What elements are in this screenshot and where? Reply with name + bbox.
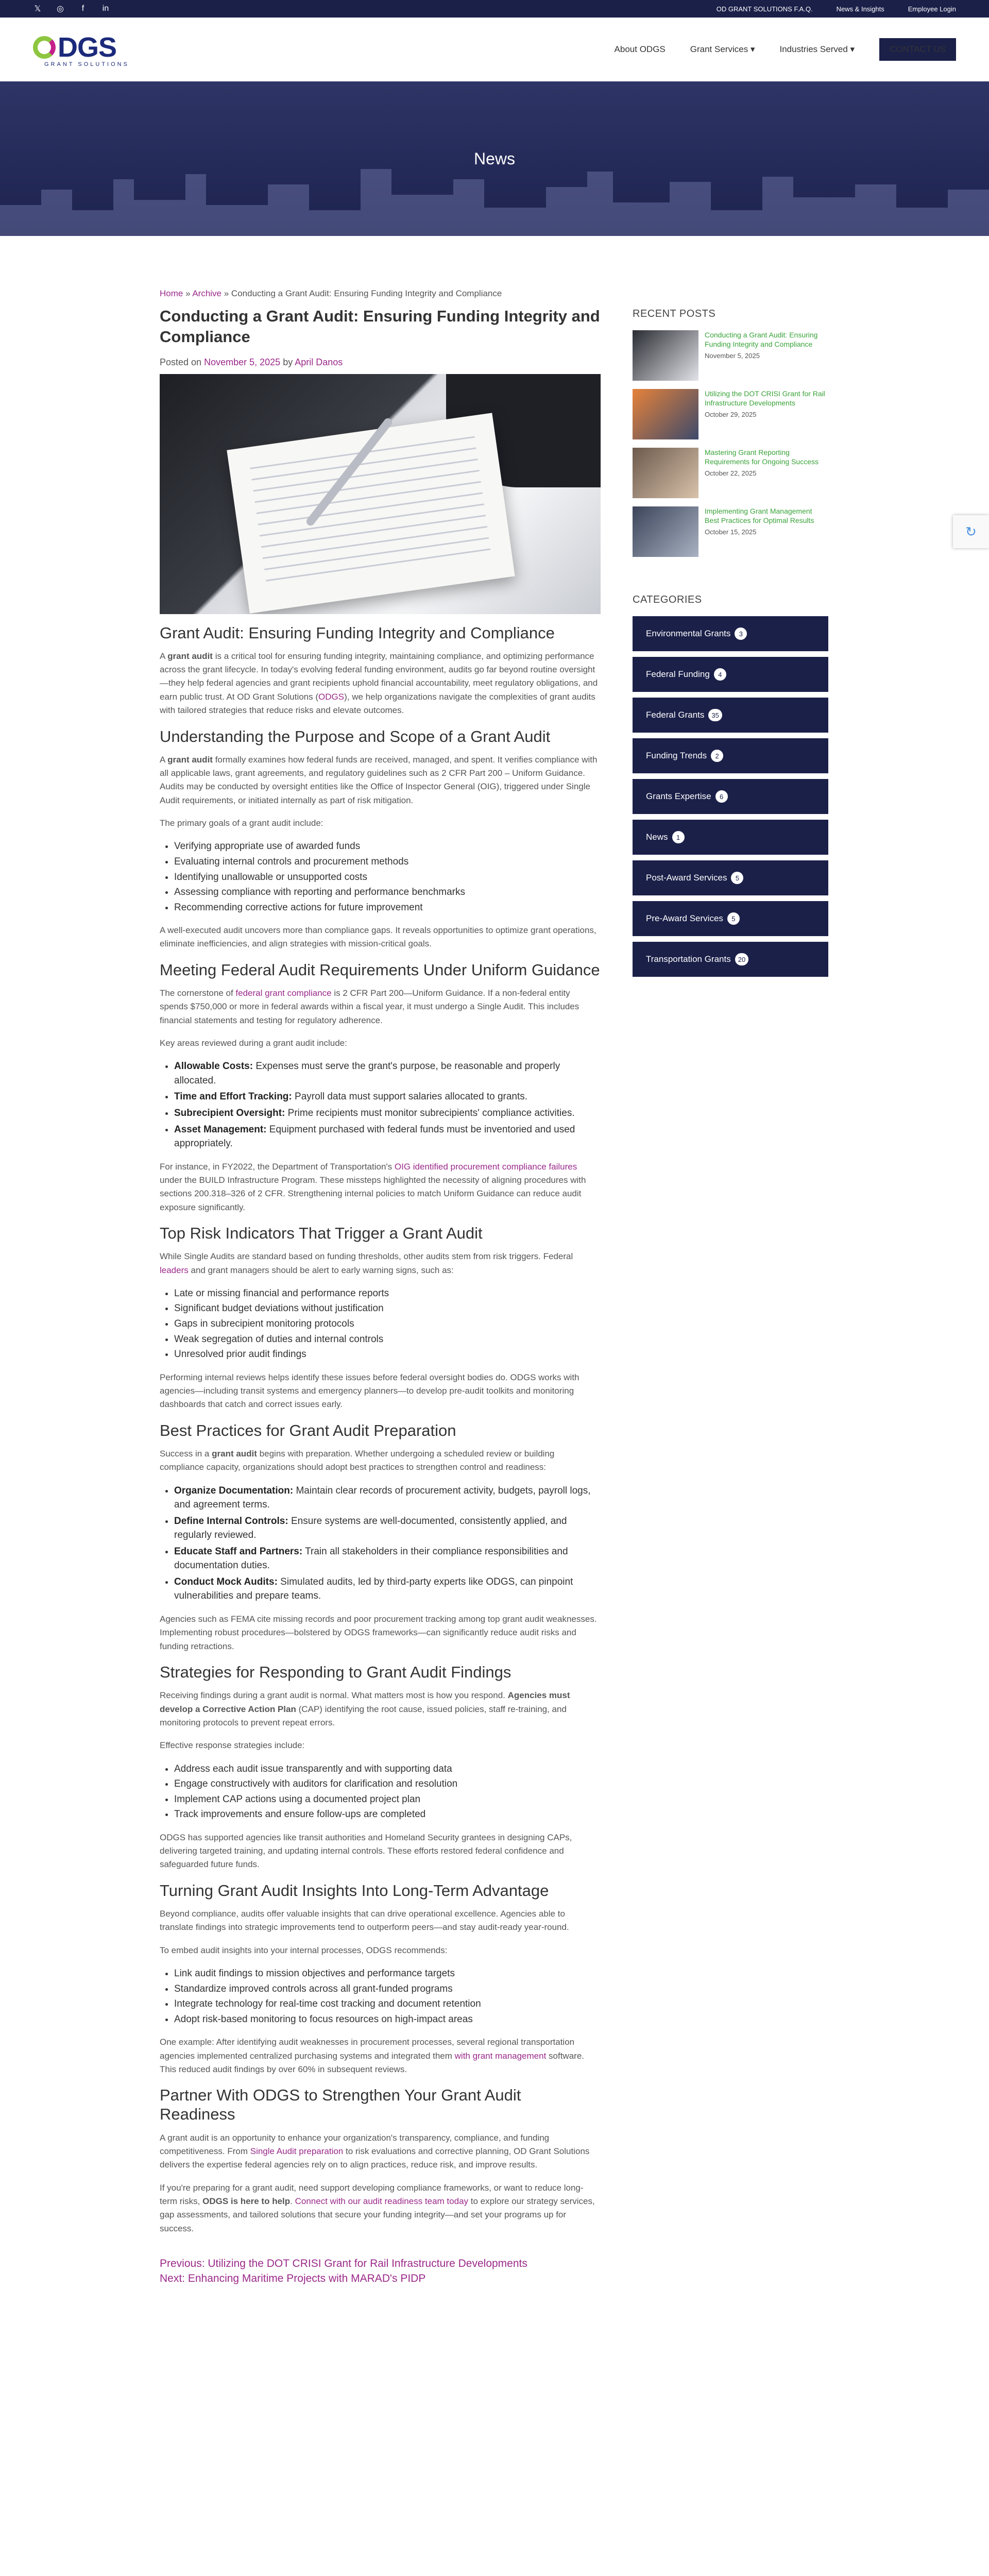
recent-post-thumbnail[interactable] <box>633 330 698 381</box>
category-item[interactable] <box>633 901 828 936</box>
category-name: Pre-Award Services <box>646 913 723 923</box>
list-item: • Identifying unallowable or unsupported costs <box>174 870 601 885</box>
recent-post-thumbnail[interactable] <box>633 506 698 557</box>
paragraph-purpose: A grant audit formally examines how federal funds are received, managed, and spent. It verifies compliance with all applicable laws, grant agreements, and regulatory guidelines such as 2 CFR Part 200 – Uniform Guidance. Audits may be conducted by oversight entities like the Office of Inspector General (OIG), triggered under Single Audit requirements, or initiated internally as part of risk mitigation. <box>160 754 598 805</box>
posted-on-label: Posted on <box>160 357 202 367</box>
category-count: 4 <box>714 668 726 681</box>
top-link-news[interactable]: News & Insights <box>836 5 884 13</box>
breadcrumb: Home » Archive » Conducting a Grant Audit: Ensuring Funding Integrity and Compliance <box>160 289 502 298</box>
recent-post-title[interactable]: Utilizing the DOT CRISI Grant for Rail Infrastructure Developments <box>705 389 825 408</box>
heading-federal: Meeting Federal Audit Requirements Under Uniform Guidance <box>160 960 600 979</box>
recent-post-date: October 15, 2025 <box>705 528 757 536</box>
logo-subtitle: GRANT SOLUTIONS <box>44 61 129 67</box>
recent-post[interactable] <box>633 448 828 499</box>
heading-best: Best Practices for Grant Audit Preparation <box>160 1421 456 1439</box>
list-item: • Address each audit issue transparently and with supporting data <box>174 1762 601 1776</box>
heading-purpose: Understanding the Purpose and Scope of a Grant Audit <box>160 727 551 745</box>
paragraph-instance: For instance, in FY2022, the Department of Transportation's OIG identified procurement compliance failures under the BUILD Infrastructure Program. These missteps highlighted the necessity of aligning procedures with sections 200.318–326 of 2 CFR. Strengthening internal policies to match Uniform Guidance can reduce audit exposure significantly. <box>160 1161 586 1212</box>
paragraph-federal: The cornerstone of federal grant compliance is 2 CFR Part 200—Uniform Guidance. If a non-federal entity spends $750,000 or more in federal awards within a fiscal year, it must undergo a Single Audit. This includes financial statements and testing for regulatory adherence. <box>160 988 579 1025</box>
top-social <box>33 4 110 14</box>
nav-about[interactable]: About ODGS <box>614 44 666 54</box>
top-links <box>717 5 956 13</box>
list-item: • Engage constructively with auditors for clarification and resolution <box>174 1777 601 1791</box>
recent-post[interactable] <box>633 389 828 440</box>
list-item: • Late or missing financial and performance reports <box>174 1286 601 1301</box>
category-name: News <box>646 832 668 842</box>
list-item: • Link audit findings to mission objectives and performance targets <box>174 1967 601 1981</box>
list-item: • Gaps in subrecipient monitoring protocols <box>174 1317 601 1331</box>
city-skyline-image <box>0 159 989 236</box>
single-audit-link[interactable]: Single Audit preparation <box>250 2146 344 2156</box>
recent-post-thumbnail[interactable] <box>633 389 698 439</box>
connect-team-link[interactable]: Connect with our audit readiness team today <box>295 2196 469 2206</box>
paragraph-risk-after: Performing internal reviews helps identify these issues before federal oversight bodies do. ODGS works with agencies—including transit systems and emergency planners—to develop pre-audit toolkits and monitoring dashboards that catch and correct issues early. <box>160 1372 579 1410</box>
list-item: • Unresolved prior audit findings <box>174 1347 601 1362</box>
paragraph-intro: A grant audit is a critical tool for ensuring funding integrity, maintaining compliance, and optimizing performance across the grant lifecycle. In today's evolving federal funding environment, audits go far beyond routine oversight—they help federal agencies and grant recipients uphold financial accountability, meet regulatory obligations, and earn public trust. At OD Grant Solutions (ODGS), we help organizations navigate the complexities of grant audits with tailored strategies that reduce risks and elevate outcomes. <box>160 651 598 716</box>
list-item: • Verifying appropriate use of awarded funds <box>174 839 601 854</box>
category-count: 3 <box>735 628 747 640</box>
list-item: • Significant budget deviations without justification <box>174 1301 601 1316</box>
goals-list <box>174 839 601 914</box>
hero-title: News <box>473 149 515 168</box>
list-item: • Evaluating internal controls and procurement methods <box>174 855 601 869</box>
breadcrumb-home[interactable]: Home <box>160 289 183 298</box>
site-header <box>0 18 989 81</box>
instagram-icon[interactable]: ◎ <box>57 5 64 13</box>
main-nav <box>615 38 956 61</box>
paragraph-partner: A grant audit is an opportunity to enhance your organization's transparency, compliance, and funding competitiveness. From Single Audit preparation to risk evaluations and corrective planning, OD Grant Solutions delivers the expertise federal agencies rely on to align practices, reduce risk, and improve results. <box>160 2132 590 2170</box>
chevron-down-icon: ▾ <box>850 44 855 54</box>
list-item: • Subrecipient Oversight: Prime recipients must monitor subrecipients' compliance activities. <box>174 1106 601 1121</box>
paragraph-best: Success in a grant audit begins with preparation. Whether undergoing a scheduled review or building compliance capacity, organizations should adopt best practices to strengthen control and readiness: <box>160 1448 555 1472</box>
list-item: • Educate Staff and Partners: Train all stakeholders in their compliance responsibilities and documentation duties. <box>174 1545 601 1573</box>
category-name: Post-Award Services <box>646 873 727 883</box>
category-name: Funding Trends <box>646 751 707 760</box>
breadcrumb-current: Conducting a Grant Audit: Ensuring Funding Integrity and Compliance <box>231 289 502 298</box>
list-item: • Organize Documentation: Maintain clear records of procurement activity, budgets, payroll logs, and agreement terms. <box>174 1484 601 1512</box>
post-pager <box>160 2256 601 2286</box>
category-name: Grants Expertise <box>646 791 711 801</box>
list-item: • Allowable Costs: Expenses must serve the grant's purpose, be reasonable and properly allocated. <box>174 1059 601 1088</box>
response-list <box>174 1762 601 1822</box>
key-areas-list <box>174 1059 601 1150</box>
category-count: 20 <box>735 953 748 965</box>
categories-section <box>633 594 828 977</box>
list-item: • Weak segregation of duties and internal controls <box>174 1332 601 1347</box>
list-item: • Standardize improved controls across all grant-funded programs <box>174 1982 601 1996</box>
list-item: • Assessing compliance with reporting and performance benchmarks <box>174 885 601 900</box>
paragraph-example: One example: After identifying audit weaknesses in procurement processes, several regional transportation agencies implemented centralized purchasing systems and integrated them with grant management software. This reduced audit findings by over 60% in subsequent reviews. <box>160 2037 585 2074</box>
recent-post-date: October 22, 2025 <box>705 469 757 478</box>
paragraph-respond-after: ODGS has supported agencies like transit authorities and Homeland Security grantees in designing CAPs, delivering targeted training, and updating internal controls. These efforts restored federal confidence and safeguarded future funds. <box>160 1832 572 1870</box>
heading-risk: Top Risk Indicators That Trigger a Grant Audit <box>160 1224 483 1243</box>
recent-posts-title: RECENT POSTS <box>633 308 716 319</box>
heading-insights: Turning Grant Audit Insights Into Long-Term Advantage <box>160 1881 549 1900</box>
sidebar <box>633 308 828 2286</box>
list-item: • Conduct Mock Audits: Simulated audits, led by third-party experts like ODGS, can pinpoint vulnerabilities and prepare teams. <box>174 1575 601 1603</box>
list-item: • Define Internal Controls: Ensure systems are well-documented, consistently applied, and regularly reviewed. <box>174 1514 601 1543</box>
site-logo[interactable] <box>33 31 129 67</box>
x-icon[interactable]: 𝕏 <box>34 5 41 13</box>
post-author[interactable]: April Danos <box>295 357 343 367</box>
heading-partner: Partner With ODGS to Strengthen Your Grant Audit Readiness <box>160 2086 521 2124</box>
odgs-link[interactable]: ODGS <box>318 691 345 702</box>
category-item[interactable] <box>633 860 828 895</box>
category-item[interactable] <box>633 942 828 977</box>
recent-post-title[interactable]: Conducting a Grant Audit: Ensuring Funding Integrity and Compliance <box>705 331 818 349</box>
category-item[interactable] <box>633 616 828 651</box>
paragraph-respond: Receiving findings during a grant audit is normal. What matters most is how you respond. Agencies must develop a Corrective Action Plan (CAP) identifying the root cause, issued policies, staff re-training, and monitoring protocols to prevent repeat errors. <box>160 1690 570 1727</box>
recent-post[interactable] <box>633 330 828 382</box>
featured-image <box>160 374 601 614</box>
nav-industries-label: Industries Served <box>779 44 848 54</box>
list-item: • Time and Effort Tracking: Payroll data must support salaries allocated to grants. <box>174 1090 601 1104</box>
paragraph-goals-after: A well-executed audit uncovers more than compliance gaps. It reveals opportunities to optimize grant operations, eliminate inefficiencies, and align strategies with mission-critical goals. <box>160 925 596 949</box>
list-item: • Integrate technology for real-time cost tracking and document retention <box>174 1997 601 2011</box>
paragraph-final: If you're preparing for a grant audit, need support developing compliance frameworks, or want to reduce long-term risks, ODGS is here to help. Connect with our audit readiness team today to explore our strategy services, gap assessments, and tailored solutions that secure your funding integrity—and set your programs up for success. <box>160 2182 595 2233</box>
post-meta <box>160 357 601 368</box>
facebook-icon[interactable]: f <box>81 4 84 13</box>
grant-management-link[interactable]: with grant management <box>454 2050 547 2061</box>
paragraph-embed: To embed audit insights into your internal processes, ODGS recommends: <box>160 1945 448 1955</box>
category-item[interactable] <box>633 738 828 773</box>
logo-text: DGS <box>58 32 117 63</box>
paragraph-risk: While Single Audits are standard based on funding thresholds, other audits stem from risk triggers. Federal leaders and grant managers should be alert to early warning signs, such as: <box>160 1251 573 1275</box>
hero-banner <box>0 81 989 236</box>
recent-post[interactable] <box>633 506 828 558</box>
paragraph-key-areas: Key areas reviewed during a grant audit include: <box>160 1038 347 1048</box>
previous-post-link[interactable]: Previous: Utilizing the DOT CRISI Grant for Rail Infrastructure Developments <box>160 2257 527 2269</box>
paragraph-best-after: Agencies such as FEMA cite missing records and poor procurement tracking among top grant audit weaknesses. Implementing robust procedures—bolstered by ODGS frameworks—can significantly reduce audit risks and funding retractions. <box>160 1614 597 1651</box>
list-item: • Track improvements and ensure follow-ups are completed <box>174 1807 601 1822</box>
paragraph-insights: Beyond compliance, audits offer valuable insights that can drive operational excellence. Agencies able to translate findings into strategic improvements tend to outperform peers—and stay audit-ready year-round. <box>160 1908 569 1933</box>
heading-respond: Strategies for Responding to Grant Audit Findings <box>160 1663 511 1681</box>
leaders-link[interactable]: leaders <box>160 1265 189 1275</box>
recaptcha-icon[interactable]: ↻ <box>953 515 989 548</box>
recent-post-date: November 5, 2025 <box>705 352 760 360</box>
category-count: 35 <box>708 709 722 721</box>
category-count: 2 <box>711 750 723 762</box>
posted-by-label: by <box>283 357 293 367</box>
page-title: Conducting a Grant Audit: Ensuring Funding Integrity and Compliance <box>160 307 600 346</box>
next-post-link[interactable]: Next: Enhancing Maritime Projects with MARAD's PIDP <box>160 2273 426 2285</box>
list-item: • Implement CAP actions using a documented project plan <box>174 1792 601 1807</box>
paragraph-respond-list: Effective response strategies include: <box>160 1740 305 1751</box>
category-name: Transportation Grants <box>646 954 731 964</box>
post-date[interactable]: November 5, 2025 <box>204 357 281 367</box>
top-link-faq[interactable]: OD GRANT SOLUTIONS F.A.Q. <box>716 5 813 13</box>
recent-post-date: October 29, 2025 <box>705 411 757 419</box>
category-count: 5 <box>731 872 743 884</box>
category-item[interactable] <box>633 779 828 814</box>
linkedin-icon[interactable]: in <box>102 4 109 13</box>
list-item: • Adopt risk-based monitoring to focus resources on high-impact areas <box>174 2012 601 2027</box>
embed-list <box>174 1967 601 2026</box>
list-item: • Asset Management: Equipment purchased with federal funds must be inventoried and used appropriately. <box>174 1123 601 1151</box>
article-content <box>160 289 601 2286</box>
category-name: Federal Funding <box>646 669 710 679</box>
oig-link[interactable]: OIG identified procurement compliance failures <box>394 1161 577 1172</box>
top-bar <box>0 0 989 18</box>
heading-intro: Grant Audit: Ensuring Funding Integrity and Compliance <box>160 623 555 642</box>
best-practices-list <box>174 1484 601 1603</box>
nav-industries[interactable] <box>779 44 855 55</box>
list-item: • Recommending corrective actions for future improvement <box>174 901 601 915</box>
category-item[interactable] <box>633 657 828 692</box>
breadcrumb-archive[interactable]: Archive <box>192 289 222 298</box>
category-item[interactable] <box>633 820 828 855</box>
category-count: 5 <box>727 912 740 925</box>
category-count: 6 <box>715 790 728 803</box>
federal-grant-compliance-link[interactable]: federal grant compliance <box>235 988 332 998</box>
nav-grant-services-label: Grant Services <box>690 44 748 54</box>
recent-post-title[interactable]: Mastering Grant Reporting Requirements for Ongoing Success <box>705 448 819 466</box>
main-area <box>0 236 989 2286</box>
categories-title: CATEGORIES <box>633 594 702 605</box>
logo-o-icon <box>33 36 56 59</box>
chevron-down-icon: ▾ <box>750 44 755 54</box>
recent-post-title[interactable]: Implementing Grant Management Best Practices for Optimal Results <box>705 507 814 525</box>
contact-button[interactable]: CONTACT US <box>879 38 956 61</box>
top-link-employee-login[interactable]: Employee Login <box>908 5 956 13</box>
category-count: 1 <box>672 831 685 843</box>
category-item[interactable] <box>633 698 828 733</box>
category-name: Environmental Grants <box>646 629 731 638</box>
risk-list <box>174 1286 601 1362</box>
nav-grant-services[interactable] <box>690 44 755 55</box>
recent-post-thumbnail[interactable] <box>633 448 698 498</box>
category-name: Federal Grants <box>646 710 705 720</box>
paragraph-goals: The primary goals of a grant audit include: <box>160 818 323 828</box>
